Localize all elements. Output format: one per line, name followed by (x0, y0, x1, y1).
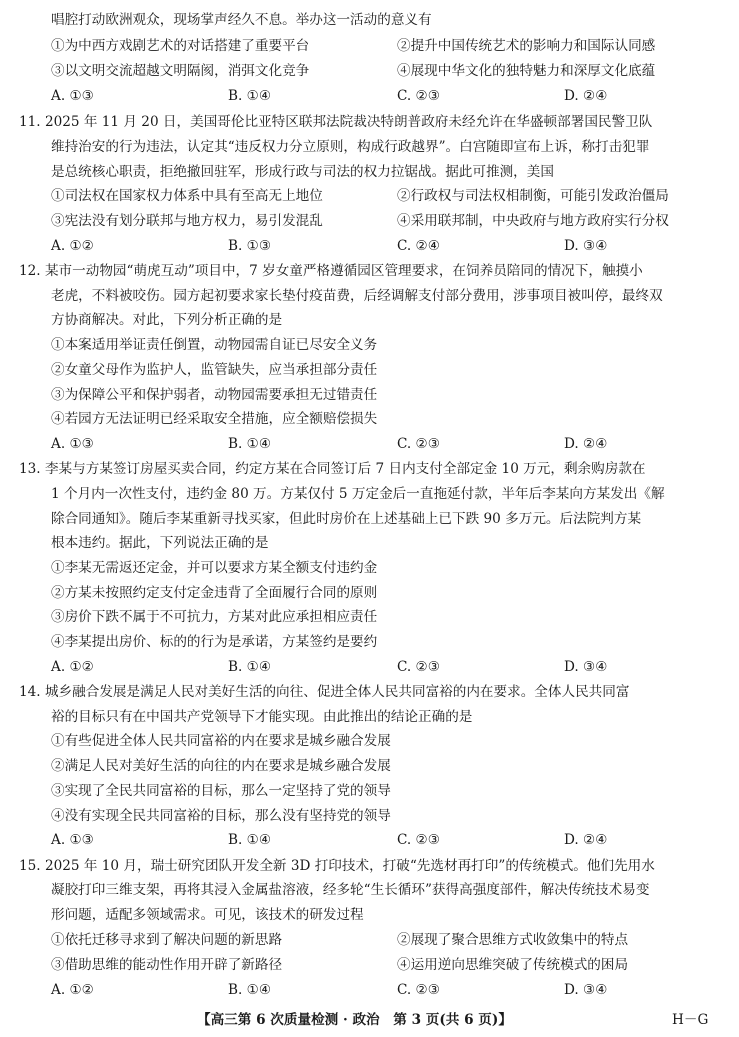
answer-b: B. ①④ (228, 659, 272, 675)
answer-a: A. ①③ (51, 436, 94, 452)
option-2: ②女童父母作为监护人，监管缺失，应当承担部分责任 (51, 362, 378, 378)
question-text: 形问题，适配多领域需求。可见，该技术的研发过程 (51, 907, 364, 923)
option-4: ④若园方无法证明已经采取安全措施，应全额赔偿损失 (51, 411, 378, 427)
question-text: 12. 某市一动物园“萌虎互动”项目中，7 岁女童严格遵循园区管理要求，在饲养员陪同的情况下，触摸小 (19, 263, 643, 279)
option-1: ①依托迁移寻求到了解决问题的新思路 (51, 932, 283, 948)
answer-d: D. ③④ (564, 238, 608, 254)
answer-b: B. ①③ (228, 238, 272, 254)
answer-c: C. ②③ (397, 88, 440, 104)
question-text: 裕的目标只有在中国共产党领导下才能实现。由此推出的结论正确的是 (51, 709, 473, 725)
option-4: ④没有实现全民共同富裕的目标，那么没有坚持党的领导 (51, 808, 391, 824)
option-3: ③借助思维的能动性作用开辟了新路径 (51, 957, 283, 973)
answer-d: D. ②④ (564, 88, 608, 104)
option-3: ③房价下跌不属于不可抗力，方某对此应承担相应责任 (51, 609, 378, 625)
question-text: 除合同通知》。随后李某重新寻找买家，但此时房价在上述基础上已下跌 90 多万元。后法院判方某 (51, 511, 642, 527)
answer-d: D. ③④ (564, 659, 608, 675)
question-text: 是总统核心职责，拒绝撤回驻军，形成行政与司法的权力拉锯战。据此可推测，美国 (51, 164, 554, 180)
question-text: 1 个月内一次性支付，违约金 80 万。方某仅付 5 万定金后一直拖延付款，半年后李某向方某发出《解 (51, 486, 665, 502)
option-2: ②展现了聚合思维方式收敛集中的特点 (397, 932, 629, 948)
question-text: 唱腔打动欧洲观众，现场掌声经久不息。举办这一活动的意义有 (51, 12, 432, 28)
option-1: ①为中西方戏剧艺术的对话搭建了重要平台 (51, 38, 310, 54)
question-text: 13. 李某与方某签订房屋买卖合同，约定方某在合同签订后 7 日内支付全部定金 10 万元，剩余购房款在 (19, 461, 646, 477)
question-text: 凝胶打印三维支架，再将其浸入金属盐溶液，经多轮“生长循环”获得高强度部件，解决传统技术易变 (51, 882, 650, 898)
answer-a: A. ①② (51, 659, 94, 675)
question-text: 维持治安的行为违法，认定其“违反权力分立原则，构成行政越界”。白宫随即宣布上诉，称打击犯罪 (51, 139, 650, 155)
answer-d: D. ②④ (564, 832, 608, 848)
answer-c: C. ②③ (397, 982, 440, 998)
option-2: ②满足人民对美好生活的向往的内在要求是城乡融合发展 (51, 758, 391, 774)
answer-a: A. ①③ (51, 832, 94, 848)
question-text: 根本违约。据此，下列说法正确的是 (51, 535, 269, 551)
option-2: ②提升中国传统艺术的影响力和国际认同感 (397, 38, 656, 54)
answer-b: B. ①④ (228, 436, 272, 452)
option-3: ③宪法没有划分联邦与地方权力，易引发混乱 (51, 213, 323, 229)
option-1: ①本案适用举证责任倒置，动物园需自证已尽安全义务 (51, 337, 378, 353)
answer-a: A. ①② (51, 238, 94, 254)
question-text: 14. 城乡融合发展是满足人民对美好生活的向往、促进全体人民共同富裕的内在要求。全体人民共同富 (19, 684, 630, 700)
question-text: 11. 2025 年 11 月 20 日，美国哥伦比亚特区联邦法院裁决特朗普政府未经允许在华盛顿部署国民警卫队 (19, 114, 653, 130)
option-3: ③以文明交流超越文明隔阂，消弭文化竞争 (51, 63, 310, 79)
footer-title: 【高三第 6 次质量检测 · 政治 第 3 页(共 6 页)】 (197, 1012, 512, 1028)
answer-c: C. ②③ (397, 832, 440, 848)
option-1: ①有些促进全体人民共同富裕的内在要求是城乡融合发展 (51, 733, 391, 749)
question-text: 15. 2025 年 10 月，瑞士研究团队开发全新 3D 打印技术，打破“先选材再打印”的传统模式。他们先用水 (19, 858, 655, 874)
option-4: ④运用逆向思维突破了传统模式的困局 (397, 957, 629, 973)
answer-b: B. ①④ (228, 982, 272, 998)
question-text: 方协商解决。对此，下列分析正确的是 (51, 312, 283, 328)
answer-c: C. ②④ (397, 238, 440, 254)
question-text: 老虎，不料被咬伤。园方起初要求家长垫付疫苗费，后经调解支付部分费用，涉事项目被叫停，最终双 (51, 288, 663, 304)
option-3: ③为保障公平和保护弱者，动物园需要承担无过错责任 (51, 387, 378, 403)
option-1: ①李某无需返还定金，并可以要求方某全额支付违约金 (51, 560, 378, 576)
option-1: ①司法权在国家权力体系中具有至高无上地位 (51, 188, 323, 204)
footer-code: H－G (672, 1012, 709, 1028)
answer-a: A. ①③ (51, 88, 94, 104)
option-2: ②方某未按照约定支付定金违背了全面履行合同的原则 (51, 585, 378, 601)
option-3: ③实现了全民共同富裕的目标，那么一定坚持了党的领导 (51, 783, 391, 799)
answer-c: C. ②③ (397, 659, 440, 675)
answer-b: B. ①④ (228, 88, 272, 104)
option-4: ④采用联邦制，中央政府与地方政府实行分权 (397, 213, 669, 229)
option-4: ④李某提出房价、标的的行为是承诺，方某签约是要约 (51, 634, 378, 650)
answer-b: B. ①④ (228, 832, 272, 848)
answer-d: D. ②④ (564, 436, 608, 452)
option-2: ②行政权与司法权相制衡，可能引发政治僵局 (397, 188, 669, 204)
option-4: ④展现中华文化的独特魅力和深厚文化底蕴 (397, 63, 656, 79)
answer-a: A. ①② (51, 982, 94, 998)
answer-c: C. ②③ (397, 436, 440, 452)
answer-d: D. ③④ (564, 982, 608, 998)
